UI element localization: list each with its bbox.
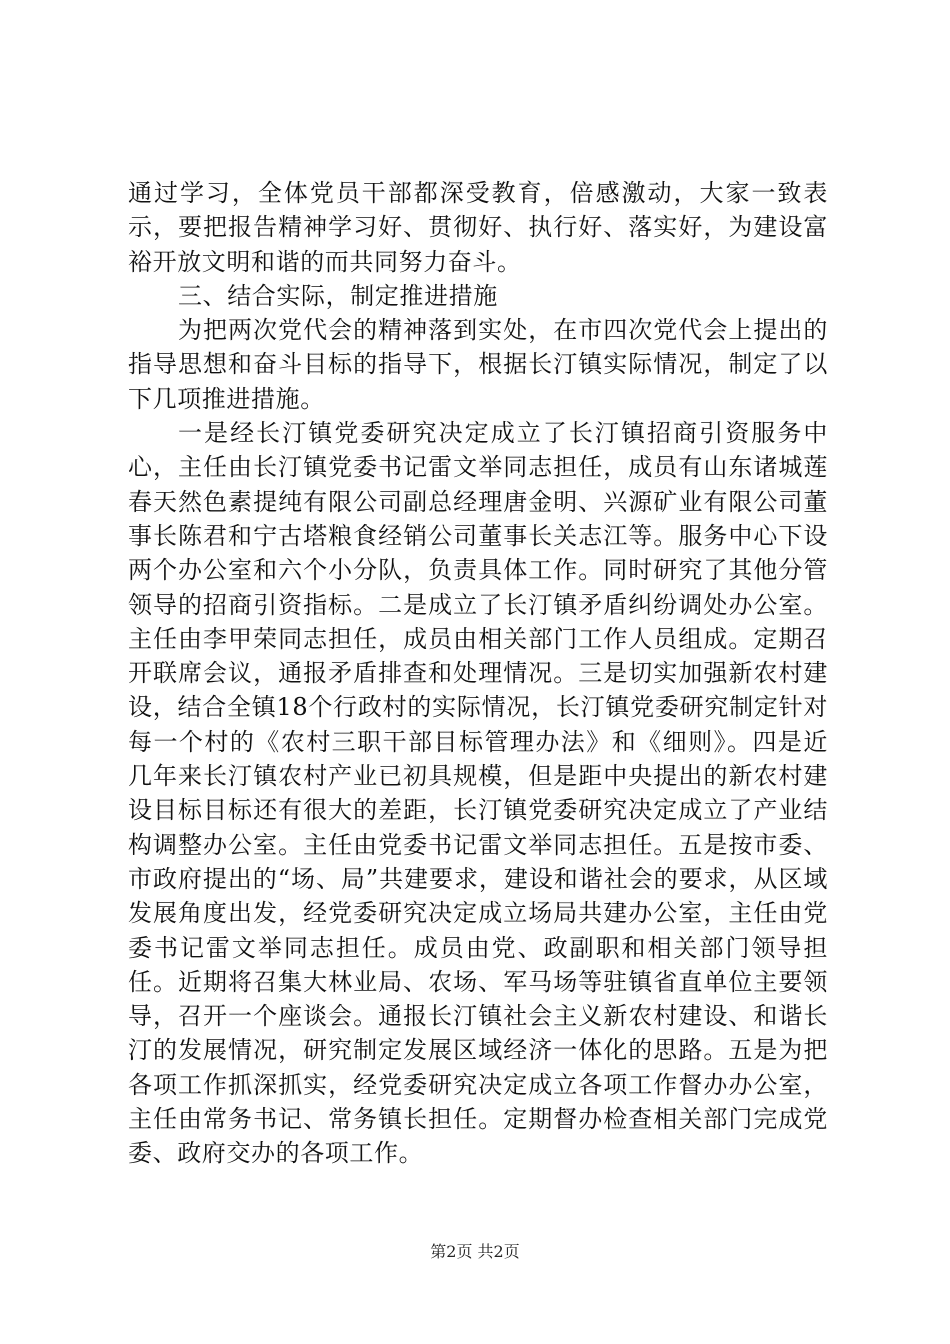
document-body: [128, 176, 828, 1171]
paragraph-intro: 为把两次党代会的精神落到实处，在市四次党代会上提出的指导思想和奋斗目标的指导下，根据长汀镇实际情况，制定了以下几项推进措施。: [128, 316, 828, 413]
section-heading: 三、结合实际，制定推进措施: [178, 281, 498, 310]
paragraph-continuation: 通过学习，全体党员干部都深受教育，倍感激动，大家一致表示，要把报告精神学习好、贯彻好、执行好、落实好，为建设富裕开放文明和谐的而共同努力奋斗。: [128, 179, 828, 276]
paragraph-measures: 一是经长汀镇党委研究决定成立了长汀镇招商引资服务中心，主任由长汀镇党委书记雷文举同志担任，成员有山东诸城莲春天然色素提纯有限公司副总经理唐金明、兴源矿业有限公司董事长陈君和宁古塔粮食经销公司董事长关志江等。服务中心下设两个办公室和六个小分队，负责具体工作。同时研究了其他分管领导的招商引资指标。二是成立了长汀镇矛盾纠纷调处办公室。主任由李甲荣同志担任，成员由相关部门工作人员组成。定期召开联席会议，通报矛盾排查和处理情况。三是切实加强新农村建设，结合全镇18个行政村的实际情况，长汀镇党委研究制定针对每一个村的《农村三职干部目标管理办法》和《细则》。四是近几年来长汀镇农村产业已初具规模，但是距中央提出的新农村建设目标目标还有很大的差距，长汀镇党委研究决定成立了产业结构调整办公室。主任由党委书记雷文举同志担任。五是按市委、市政府提出的“场、局”共建要求，建设和谐社会的要求，从区域发展角度出发，经党委研究决定成立场局共建办公室，主任由党委书记雷文举同志担任。成员由党、政副职和相关部门领导担任。近期将召集大林业局、农场、军马场等驻镇省直单位主要领导，召开一个座谈会。通报长汀镇社会主义新农村建设、和谐长汀的发展情况，研究制定发展区域经济一体化的思路。五是为把各项工作抓深抓实，经党委研究决定成立各项工作督办办公室，主任由常务书记、常务镇长担任。定期督办检查相关部门完成党委、政府交办的各项工作。: [128, 419, 828, 1168]
page-number-footer: 第2页 共2页: [430, 1242, 520, 1261]
